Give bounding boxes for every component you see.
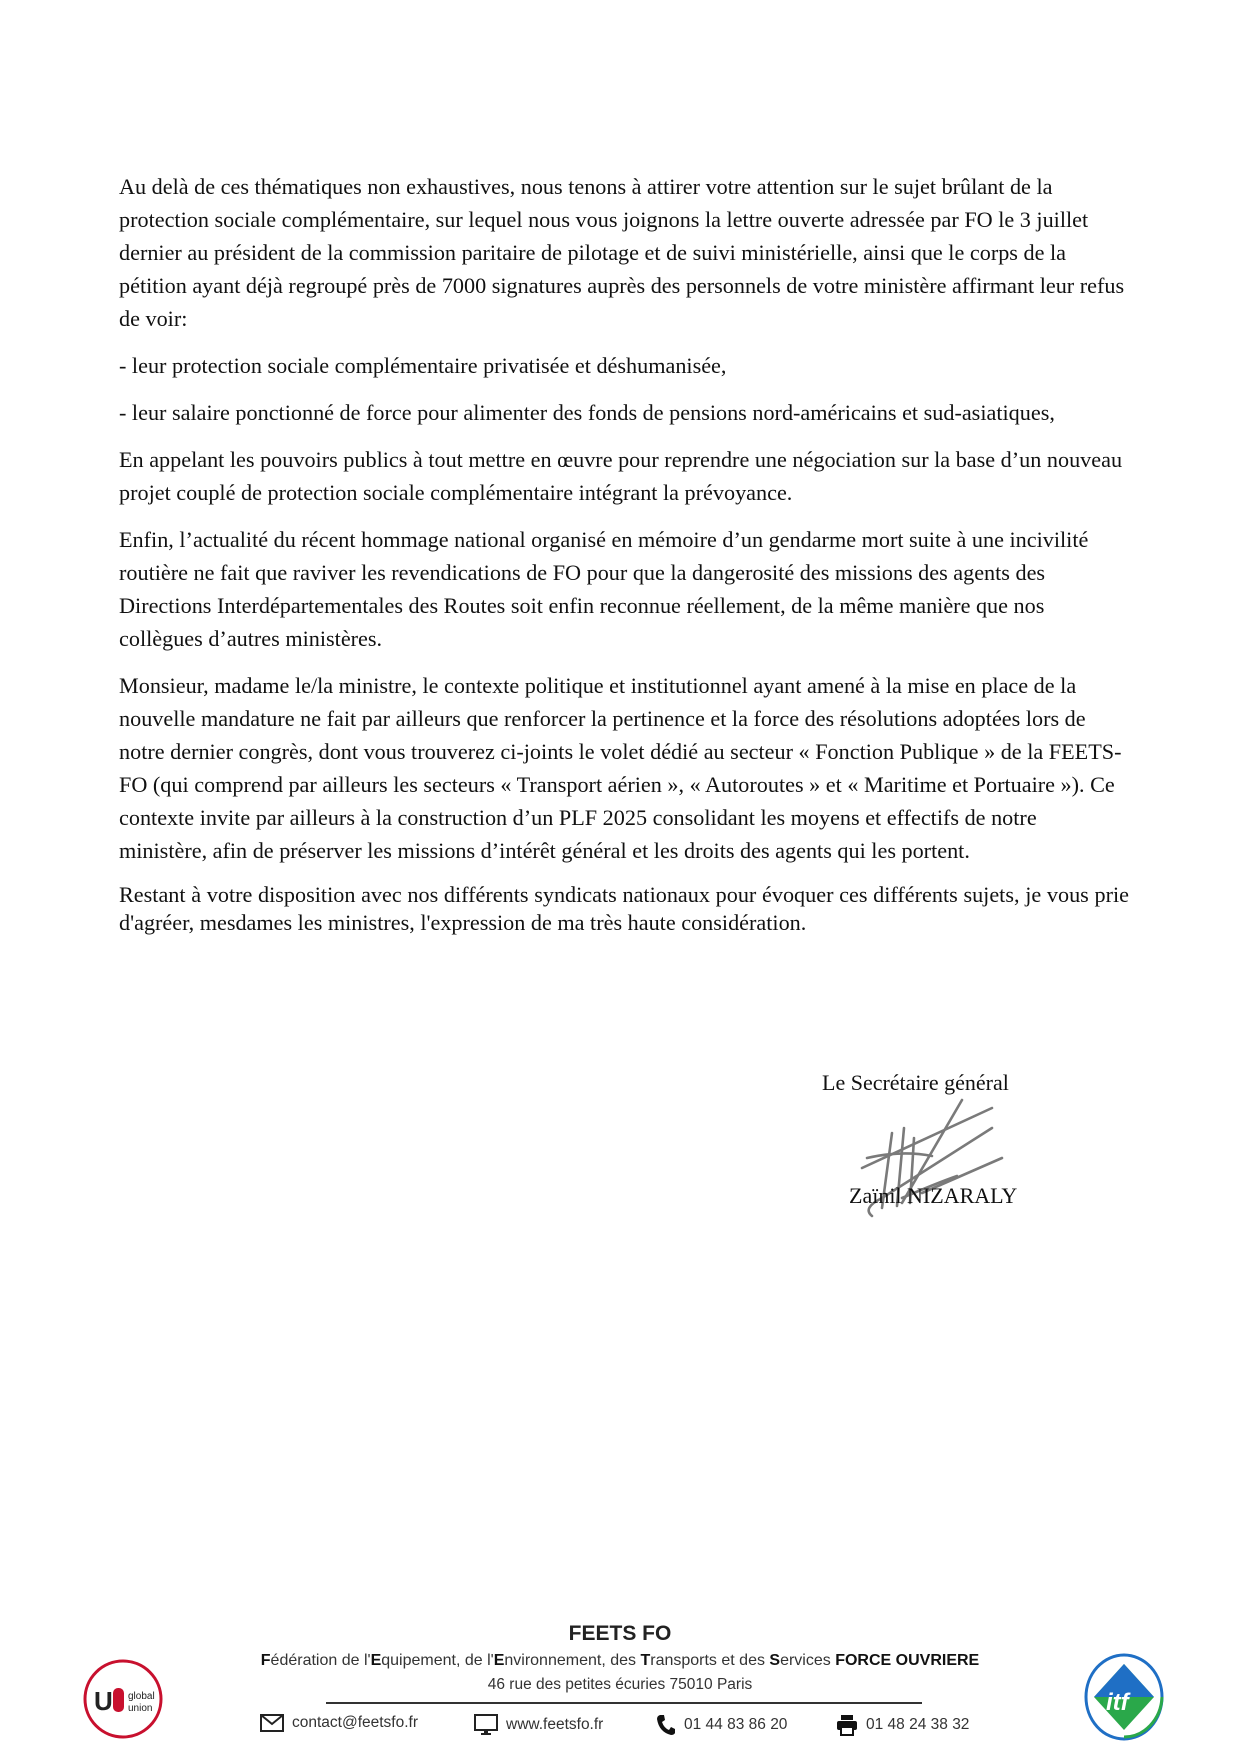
email-link[interactable]: contact@feetsfo.fr bbox=[292, 1714, 419, 1731]
footer-divider bbox=[326, 1702, 922, 1704]
paragraph-negociation: En appelant les pouvoirs publics à tout mettre en œuvre pour reprendre une négociation sur la base d’un nouveau projet couplé de protection sociale complémentaire intégrant la prévoyance. bbox=[119, 447, 1123, 505]
svg-text:itf: itf bbox=[1106, 1689, 1129, 1716]
paragraph-contexte: Monsieur, madame le/la ministre, le contexte politique et institutionnel ayant amené à la mise en place de la nouvelle mandature ne fait par ailleurs que renforcer la pertinence et la force des résolutions adoptées lors de notre dernier congrès, dont vous trouverez ci-joints le volet dédié au secteur « Fonction Publique » de la FEETS-FO (qui comprend par ailleurs les secteurs « Transport aérien », « Autoroutes » et « Maritime et Portuaire »). Ce contexte invite par ailleurs à la construction d’un PLF 2025 consolidant les moyens et effectifs de notre ministère, afin de préserver les missions d’intérêt général et les droits des agents qui les portent. bbox=[119, 673, 1122, 863]
bullet-salaire: - leur salaire ponctionné de force pour alimenter des fonds de pensions nord-américains et sud-asiatiques, bbox=[119, 400, 1055, 425]
svg-text:global: global bbox=[128, 1691, 155, 1702]
bullet-privatisee: - leur protection sociale complémentaire privatisée et déshumanisée, bbox=[119, 353, 727, 378]
phone-number: 01 44 83 86 20 bbox=[684, 1716, 788, 1733]
contact-email[interactable] bbox=[260, 1714, 418, 1732]
paragraph-hommage: Enfin, l’actualité du récent hommage national organisé en mémoire d’un gendarme mort suite à une incivilité routière ne fait que raviver les revendications de FO pour que la dangerosité des missions des agents des Directions Interdépartementales des Routes soit enfin reconnue réellement, de la même manière que nos collègues d’autres ministères. bbox=[119, 527, 1089, 651]
contact-fax bbox=[836, 1714, 969, 1736]
printer-fax-icon bbox=[836, 1714, 858, 1736]
itf-logo-icon bbox=[1082, 1652, 1166, 1742]
contact-website[interactable] bbox=[474, 1714, 603, 1736]
letterhead-footer bbox=[0, 1610, 1240, 1750]
svg-text:U: U bbox=[94, 1686, 113, 1716]
monitor-icon bbox=[474, 1714, 498, 1736]
contact-phone[interactable] bbox=[656, 1714, 787, 1736]
website-link[interactable]: www.feetsfo.fr bbox=[506, 1716, 604, 1733]
signatory-name: Zaïnil NIZARALY bbox=[849, 1183, 1018, 1208]
footer-org-name: FEETS FO bbox=[568, 1622, 672, 1645]
footer-org-full-name: Fédération de l'Equipement, de l'Environnement, des Transports et des Services FORCE OUVRIERE bbox=[260, 1652, 980, 1669]
paragraph-closing: Restant à votre disposition avec nos différents syndicats nationaux pour évoquer ces différents sujets, je vous prie d'agréer, mesdames les ministres, l'expression de ma très haute considération. bbox=[119, 882, 1129, 935]
letter-body bbox=[119, 170, 1129, 951]
phone-icon bbox=[656, 1714, 676, 1736]
svg-text:union: union bbox=[128, 1703, 153, 1714]
fax-number: 01 48 24 38 32 bbox=[866, 1716, 970, 1733]
footer-address: 46 rue des petites écuries 75010 Paris bbox=[487, 1676, 753, 1693]
paragraph-protection-sociale: Au delà de ces thématiques non exhaustives, nous tenons à attirer votre attention sur le sujet brûlant de la protection sociale complémentaire, sur lequel nous vous joignons la lettre ouverte adressée par FO le 3 juillet dernier au président de la commission paritaire de pilotage et de suivi ministérielle, ainsi que le corps de la pétition ayant déjà regroupé près de 7000 signatures auprès des personnels de votre ministère affirmant leur refus de voir: bbox=[119, 174, 1125, 331]
envelope-icon bbox=[260, 1714, 284, 1732]
footer-contacts bbox=[0, 1714, 1240, 1744]
signatory-title: Le Secrétaire général bbox=[822, 1070, 1009, 1095]
